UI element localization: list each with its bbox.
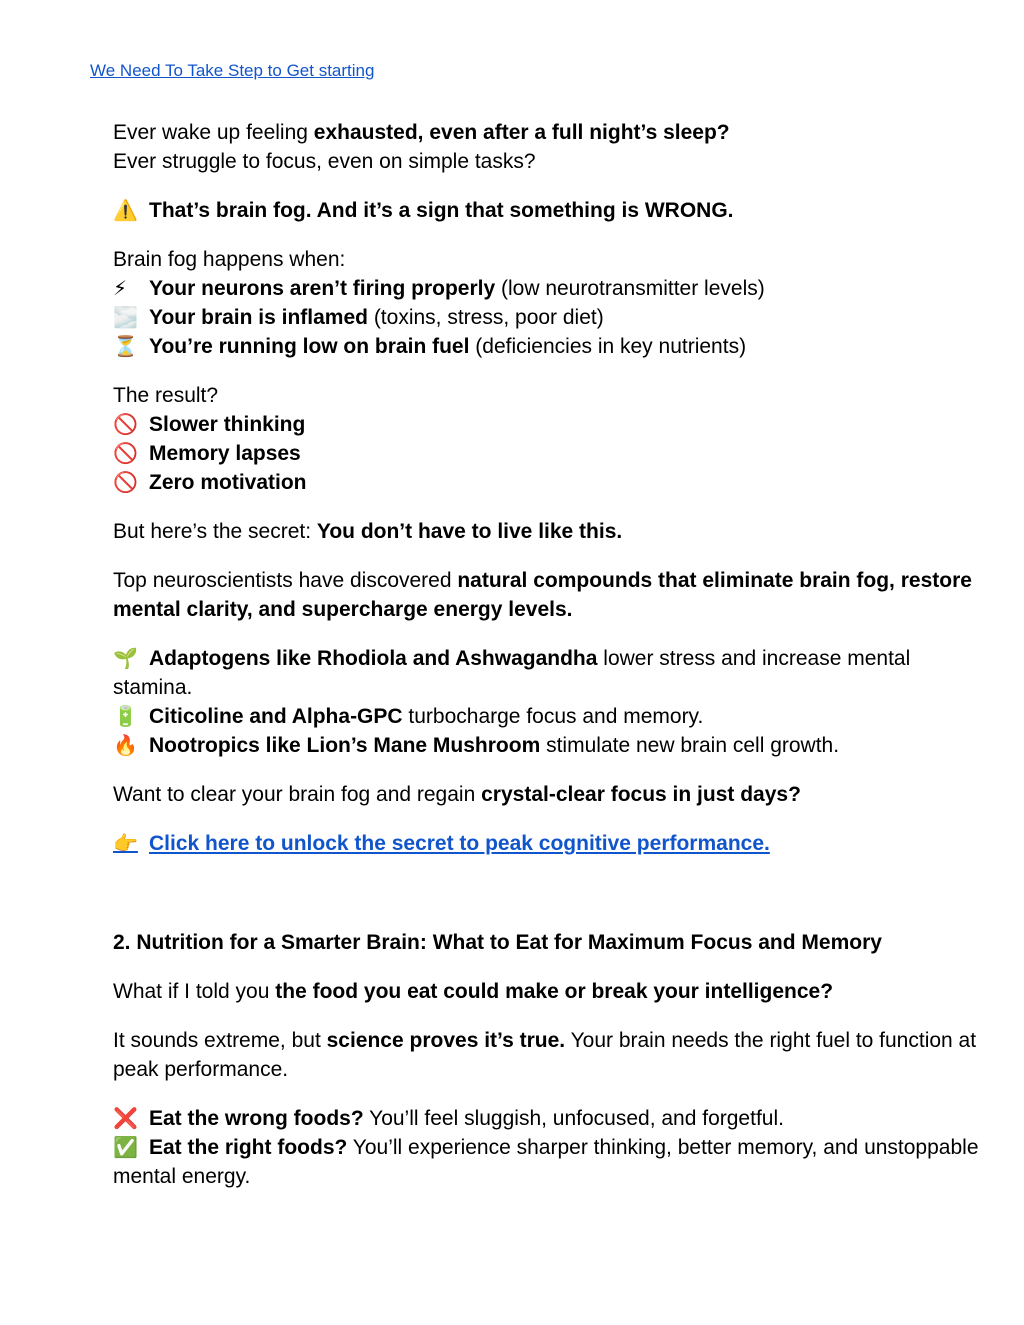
cause-detail: (low neurotransmitter levels) — [495, 277, 765, 300]
result-item: Slower thinking — [149, 413, 306, 436]
science-rest: Your brain needs the right fuel to function at peak performance. — [113, 1029, 977, 1081]
intro-line1-text: Ever wake up feeling — [113, 121, 314, 144]
fire-icon: 🔥 — [113, 733, 138, 757]
intro-paragraph — [113, 118, 993, 176]
discovery-paragraph — [113, 566, 993, 624]
intro-line1-bold: exhausted, even after a full night’s sleep? — [313, 121, 730, 144]
prohibited-icon: 🚫 — [113, 470, 138, 494]
warning-icon: ⚠️ — [113, 198, 138, 222]
question-bold: the food you eat could make or break your intelligence? — [275, 980, 834, 1003]
section-title-text: 2. Nutrition for a Smarter Brain: What to Eat for Maximum Focus and Memory — [113, 931, 882, 954]
foods-paragraph — [113, 1104, 993, 1191]
result-heading: The result? — [113, 384, 219, 407]
want-paragraph — [113, 780, 993, 809]
top-link[interactable]: We Need To Take Step to Get starting — [90, 61, 375, 80]
prohibited-icon: 🚫 — [113, 412, 138, 436]
warning-paragraph — [113, 196, 993, 225]
compound-detail: turbocharge focus and memory. — [402, 705, 704, 728]
warning-text: That’s brain fog. And it’s a sign that something is WRONG. — [149, 199, 734, 222]
discovery-bold: natural compounds that eliminate brain fog, restore mental clarity, and supercharge energy levels. — [113, 569, 972, 621]
compound-bold: Citicoline and Alpha-GPC — [149, 705, 403, 728]
section-title — [113, 928, 993, 957]
cause-bold: Your neurons aren’t firing properly — [149, 277, 496, 300]
check-mark-icon: ✅ — [113, 1135, 138, 1159]
right-foods-bold: Eat the right foods? — [149, 1136, 348, 1159]
result-paragraph — [113, 381, 993, 497]
secret-paragraph — [113, 517, 993, 546]
right-foods-detail: You’ll experience sharper thinking, better memory, and unstoppable mental energy. — [113, 1136, 979, 1188]
battery-icon: 🔋 — [113, 704, 138, 728]
result-item: Zero motivation — [149, 471, 307, 494]
fog-icon: 🌫️ — [113, 305, 138, 329]
cause-detail: (toxins, stress, poor diet) — [367, 306, 604, 329]
causes-heading: Brain fog happens when: — [113, 248, 346, 271]
document-body — [113, 118, 993, 1211]
hourglass-icon: ⏳ — [113, 334, 138, 358]
cta-paragraph — [113, 829, 993, 858]
cross-mark-icon: ❌ — [113, 1106, 138, 1130]
cause-detail: (deficiencies in key nutrients) — [469, 335, 747, 358]
science-bold: science proves it’s true. — [326, 1029, 566, 1052]
causes-paragraph — [113, 245, 993, 361]
discovery-text: Top neuroscientists have discovered — [113, 569, 458, 592]
secret-text: But here’s the secret: — [113, 520, 317, 543]
pointing-hand-icon: 👉 — [113, 831, 138, 855]
compound-bold: Adaptogens like Rhodiola and Ashwagandha — [149, 647, 598, 670]
compounds-paragraph — [113, 644, 993, 760]
wrong-foods-detail: You’ll feel sluggish, unfocused, and forgetful. — [363, 1107, 784, 1130]
lightning-icon: ⚡ — [113, 276, 128, 300]
compound-detail: stimulate new brain cell growth. — [540, 734, 840, 757]
cta-link[interactable] — [113, 832, 770, 855]
compound-bold: Nootropics like Lion’s Mane Mushroom — [149, 734, 541, 757]
want-text: Want to clear your brain fog and regain — [113, 783, 482, 806]
science-paragraph — [113, 1026, 993, 1084]
cta-link-text: Click here to unlock the secret to peak cognitive performance. — [149, 832, 770, 855]
cause-bold: You’re running low on brain fuel — [149, 335, 470, 358]
intro-line2-text: Ever struggle to focus, even on simple tasks? — [113, 150, 536, 173]
science-text: It sounds extreme, but — [113, 1029, 327, 1052]
secret-bold: You don’t have to live like this. — [316, 520, 623, 543]
compound-detail: lower stress and increase mental stamina. — [113, 647, 911, 699]
cause-bold: Your brain is inflamed — [149, 306, 368, 329]
question-paragraph — [113, 977, 993, 1006]
question-text: What if I told you — [113, 980, 276, 1003]
seedling-icon: 🌱 — [113, 646, 138, 670]
wrong-foods-bold: Eat the wrong foods? — [149, 1107, 364, 1130]
prohibited-icon: 🚫 — [113, 441, 138, 465]
result-item: Memory lapses — [149, 442, 301, 465]
want-bold: crystal-clear focus in just days? — [481, 783, 801, 806]
